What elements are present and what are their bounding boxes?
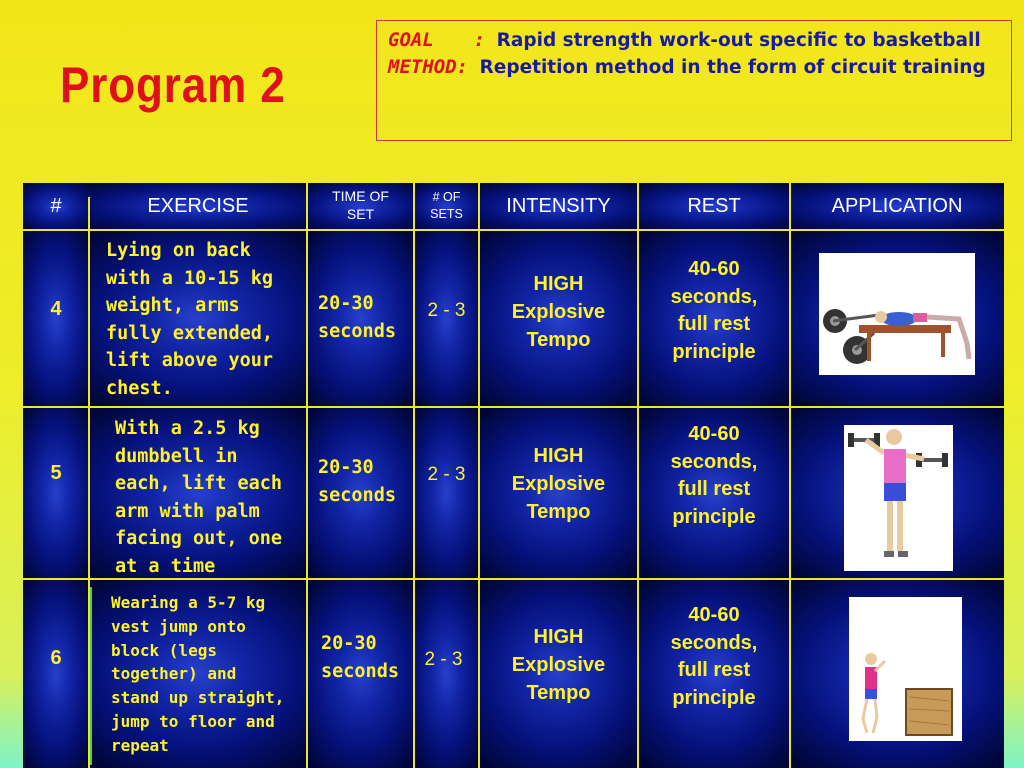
method-line (388, 54, 1001, 81)
time-line: seconds (318, 321, 396, 342)
header-num-sets (414, 189, 479, 223)
exercise-line: fully extended, (106, 322, 274, 344)
intensity-line: Tempo (526, 501, 591, 523)
rest-line: seconds, (670, 285, 758, 308)
header-intensity: INTENSITY (506, 195, 611, 217)
row-4-time (318, 290, 396, 346)
rest-line: seconds, (670, 450, 758, 473)
method-text: Repetition method in the form of circuit training (479, 57, 986, 78)
rest-line: 40-60 (688, 423, 740, 445)
exercise-line: each, lift each (115, 473, 283, 494)
intensity-line: HIGH (533, 445, 584, 467)
dumbbell-raise-image (844, 425, 953, 571)
exercise-line: Wearing a 5-7 kg (111, 593, 266, 612)
goal-separator: : (473, 29, 486, 51)
row-6-rest (638, 602, 790, 712)
exercise-line: weight, arms (106, 295, 240, 316)
rest-line: 40-60 (688, 258, 740, 280)
row-6-time (321, 630, 399, 686)
rest-line: principle (672, 686, 756, 709)
intensity-line: Tempo (526, 682, 591, 704)
row-4-number: 4 (50, 298, 62, 320)
exercise-line: facing out, one (115, 528, 283, 549)
row-6-number: 6 (50, 647, 62, 669)
rest-line: full rest (677, 478, 751, 500)
row-4-sets: 2 - 3 (427, 300, 466, 321)
row-4-rest (638, 256, 790, 366)
row-6-intensity (479, 623, 638, 707)
rest-line: principle (672, 505, 756, 528)
exercise-line: arm with palm (115, 500, 260, 522)
goal-line (388, 27, 1001, 54)
row-5-intensity (479, 442, 638, 526)
bench-press-image (819, 253, 975, 375)
row-6-sets: 2 - 3 (424, 649, 463, 670)
exercise-line: together) and (111, 664, 237, 684)
rest-line: full rest (677, 313, 751, 335)
goal-text: Rapid strength work-out specific to basketball (496, 30, 981, 51)
exercise-line: With a 2.5 kg (115, 418, 260, 439)
exercise-line: block (legs (111, 640, 217, 660)
row-4-intensity (479, 270, 638, 354)
intensity-line: Explosive (511, 473, 606, 495)
header-time-line2: SET (346, 206, 375, 222)
time-line: 20-30 (318, 293, 374, 314)
header-num: # (50, 195, 62, 217)
header-sets-line2: SETS (430, 207, 463, 221)
row-5-time (318, 454, 396, 510)
header-rest: REST (687, 195, 741, 217)
box-jump-image (849, 597, 962, 741)
rest-line: principle (672, 340, 756, 363)
exercise-line: repeat (111, 735, 169, 755)
page-title: Program 2 (60, 57, 286, 113)
exercise-line: chest. (106, 377, 173, 399)
time-line: 20-30 (318, 457, 374, 478)
header-application: APPLICATION (831, 195, 963, 217)
time-line: 20-30 (321, 633, 377, 654)
exercise-line: Lying on back (106, 240, 251, 261)
exercise-line: stand up straight, (111, 688, 285, 708)
time-line: seconds (318, 485, 396, 506)
header-time-line1: TIME OF (332, 188, 389, 204)
intensity-line: HIGH (533, 626, 584, 648)
program-table (23, 183, 1004, 768)
row-5-exercise (115, 415, 282, 580)
rest-line: seconds, (670, 631, 758, 654)
header-exercise: EXERCISE (147, 195, 249, 217)
goal-method-box (376, 20, 1012, 141)
intensity-line: Explosive (511, 301, 606, 323)
exercise-line: vest jump onto (111, 616, 246, 636)
exercise-line: dumbbell in (115, 445, 238, 467)
row-4-exercise (106, 237, 273, 402)
rest-line: 40-60 (688, 604, 740, 626)
exercise-line: jump to floor and (111, 711, 275, 731)
method-label: METHOD: (388, 56, 469, 78)
exercise-line: lift above your (106, 350, 274, 371)
row-5-number: 5 (50, 462, 62, 484)
exercise-line: at a time (115, 555, 216, 577)
rest-line: full rest (677, 659, 751, 681)
exercise-line: with a 10-15 kg (106, 267, 274, 289)
intensity-line: Tempo (526, 329, 591, 351)
intensity-line: HIGH (533, 273, 584, 295)
row-5-sets: 2 - 3 (427, 464, 466, 485)
time-line: seconds (321, 661, 399, 682)
intensity-line: Explosive (511, 654, 606, 676)
row-6-exercise (111, 591, 284, 758)
header-time-of-set (307, 187, 414, 223)
goal-label: GOAL (388, 29, 434, 51)
header-sets-line1: # OF (432, 190, 461, 204)
row-5-rest (638, 421, 790, 531)
